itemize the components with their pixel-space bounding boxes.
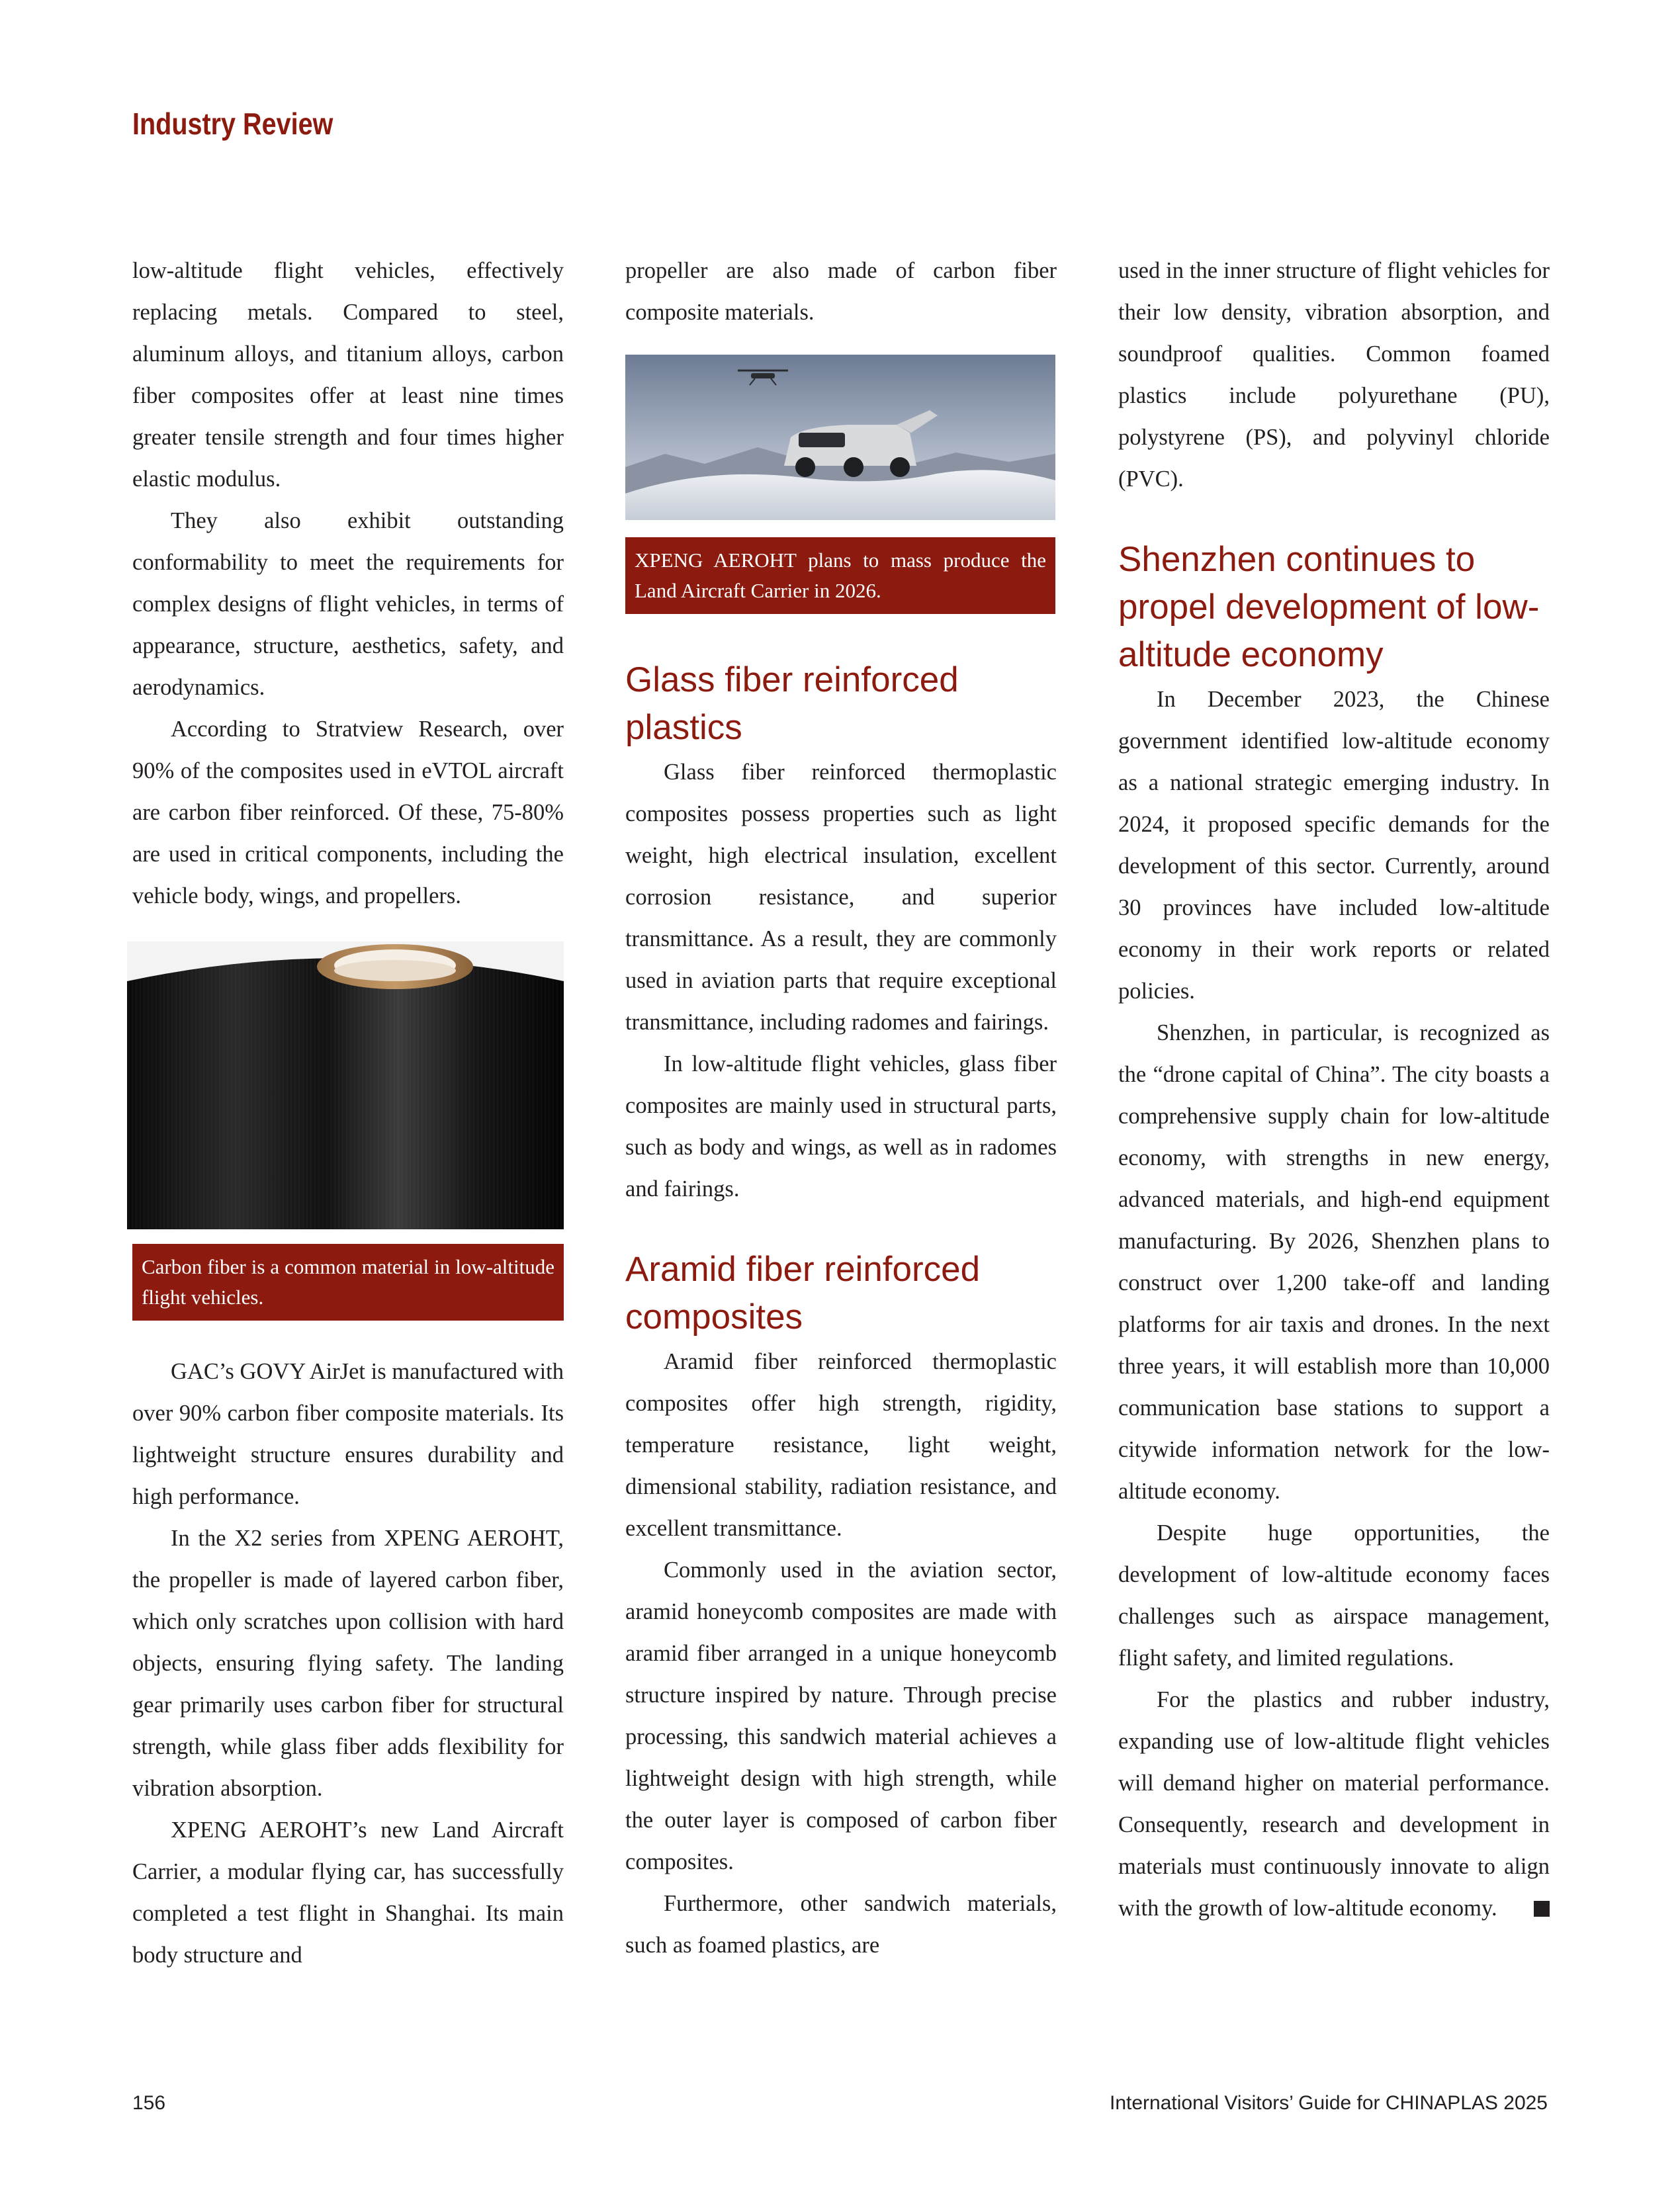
section-label: Industry Review	[132, 107, 333, 141]
paragraph: low-altitude flight vehicles, effectively replacing metals. Compared to steel, aluminum alloys, and titanium alloys, carbon fiber composites offer at least nine times greater tensile strength and four times higher elastic modulus.	[132, 258, 564, 492]
section-heading-glass-fiber: Glass fiber reinforced plastics	[625, 660, 959, 747]
column-2	[625, 250, 1057, 1966]
paragraph: propeller are also made of carbon fiber composite materials.	[625, 258, 1057, 325]
paragraph: Commonly used in the aviation sector, aramid honeycomb composites are made with aramid fiber arranged in a unique honeycomb structure inspired by nature. Through precise processing, this sandwich material achieves a lightweight design with high strength, while the outer layer is composed of carbon fiber composites.	[625, 1557, 1057, 1874]
end-of-article-mark	[1534, 1901, 1550, 1917]
paragraph: Aramid fiber reinforced thermoplastic composites offer high strength, rigidity, temperature resistance, light weight, dimensional stability, radiation resistance, and excellent transmittance.	[625, 1349, 1057, 1541]
paragraph: Shenzhen, in particular, is recognized as the “drone capital of China”. The city boasts a comprehensive supply chain for low-altitude economy, with strengths in new energy, advanced materials, and high-end equipment manufacturing. By 2026, Shenzhen plans to construct over 1,200 take-off and landing platforms for air taxis and drones. In the next three years, it will establish more than 10,000 communication base stations to support a citywide information network for the low-altitude economy.	[1118, 1020, 1550, 1504]
paragraph: used in the inner structure of flight vehicles for their low density, vibration absorption, and soundproof qualities. Common foamed plastics include polyurethane (PU), polystyrene (PS), and polyvinyl chloride (PVC).	[1118, 258, 1550, 492]
paragraph-final	[1118, 1679, 1550, 1929]
paragraph-text: For the plastics and rubber industry, expanding use of low-altitude flight vehicles will demand higher on material performance. Consequently, research and development in materials must continuously innovate to align with the growth of low-altitude economy.	[1118, 1687, 1550, 1921]
column-3	[1118, 250, 1550, 1929]
paragraph: Glass fiber reinforced thermoplastic composites possess properties such as light weight, high electrical insulation, excellent corrosion resistance, and superior transmittance. As a result, they are commonly used in aviation parts that require exceptional transmittance, including radomes and fairings.	[625, 760, 1057, 1035]
publication-title: International Visitors’ Guide for CHINAPLAS 2025	[1109, 2092, 1548, 2114]
paragraph: GAC’s GOVY AirJet is manufactured with over 90% carbon fiber composite materials. Its lightweight structure ensures durability and high performance.	[132, 1359, 564, 1509]
land-aircraft-carrier-photo	[625, 355, 1055, 520]
carbon-fiber-spool-image	[127, 941, 564, 1229]
paragraph: Furthermore, other sandwich materials, such as foamed plastics, are	[625, 1891, 1057, 1958]
paragraph: In low-altitude flight vehicles, glass fiber composites are mainly used in structural parts, such as body and wings, as well as in radomes and fairings.	[625, 1051, 1057, 1202]
section-heading-aramid-fiber: Aramid fiber reinforced composites	[625, 1250, 981, 1336]
image-caption: Carbon fiber is a common material in low-altitude flight vehicles.	[132, 1244, 564, 1321]
carbon-fiber-spool-photo	[127, 941, 564, 1229]
section-heading-shenzhen: Shenzhen continues to propel development of low-altitude economy	[1118, 540, 1540, 674]
paragraph: Despite huge opportunities, the development of low-altitude economy faces challenges such as airspace management, flight safety, and limited regulations.	[1118, 1520, 1550, 1671]
flying-car-image	[625, 355, 1055, 520]
page-number: 156	[132, 2092, 166, 2114]
paragraph: XPENG AEROHT’s new Land Aircraft Carrier, a modular flying car, has successfully completed a test flight in Shanghai. Its main body structure and	[132, 1817, 564, 1968]
column-1	[132, 250, 564, 1976]
paragraph: According to Stratview Research, over 90% of the composites used in eVTOL aircraft are carbon fiber reinforced. Of these, 75-80% are used in critical components, including the vehicle body, wings, and propellers.	[132, 717, 564, 908]
image-caption: XPENG AEROHT plans to mass produce the Land Aircraft Carrier in 2026.	[625, 537, 1055, 614]
paragraph: In the X2 series from XPENG AEROHT, the propeller is made of layered carbon fiber, which only scratches upon collision with hard objects, ensuring flying safety. The landing gear primarily uses carbon fiber for structural strength, while glass fiber adds flexibility for vibration absorption.	[132, 1526, 564, 1801]
paragraph: They also exhibit outstanding conformability to meet the requirements for complex designs of flight vehicles, in terms of appearance, structure, aesthetics, safety, and aerodynamics.	[132, 508, 564, 700]
paragraph: In December 2023, the Chinese government identified low-altitude economy as a national strategic emerging industry. In 2024, it proposed specific demands for the development of this sector. Currently, around 30 provinces have included low-altitude economy in their work reports or related policies.	[1118, 687, 1550, 1004]
